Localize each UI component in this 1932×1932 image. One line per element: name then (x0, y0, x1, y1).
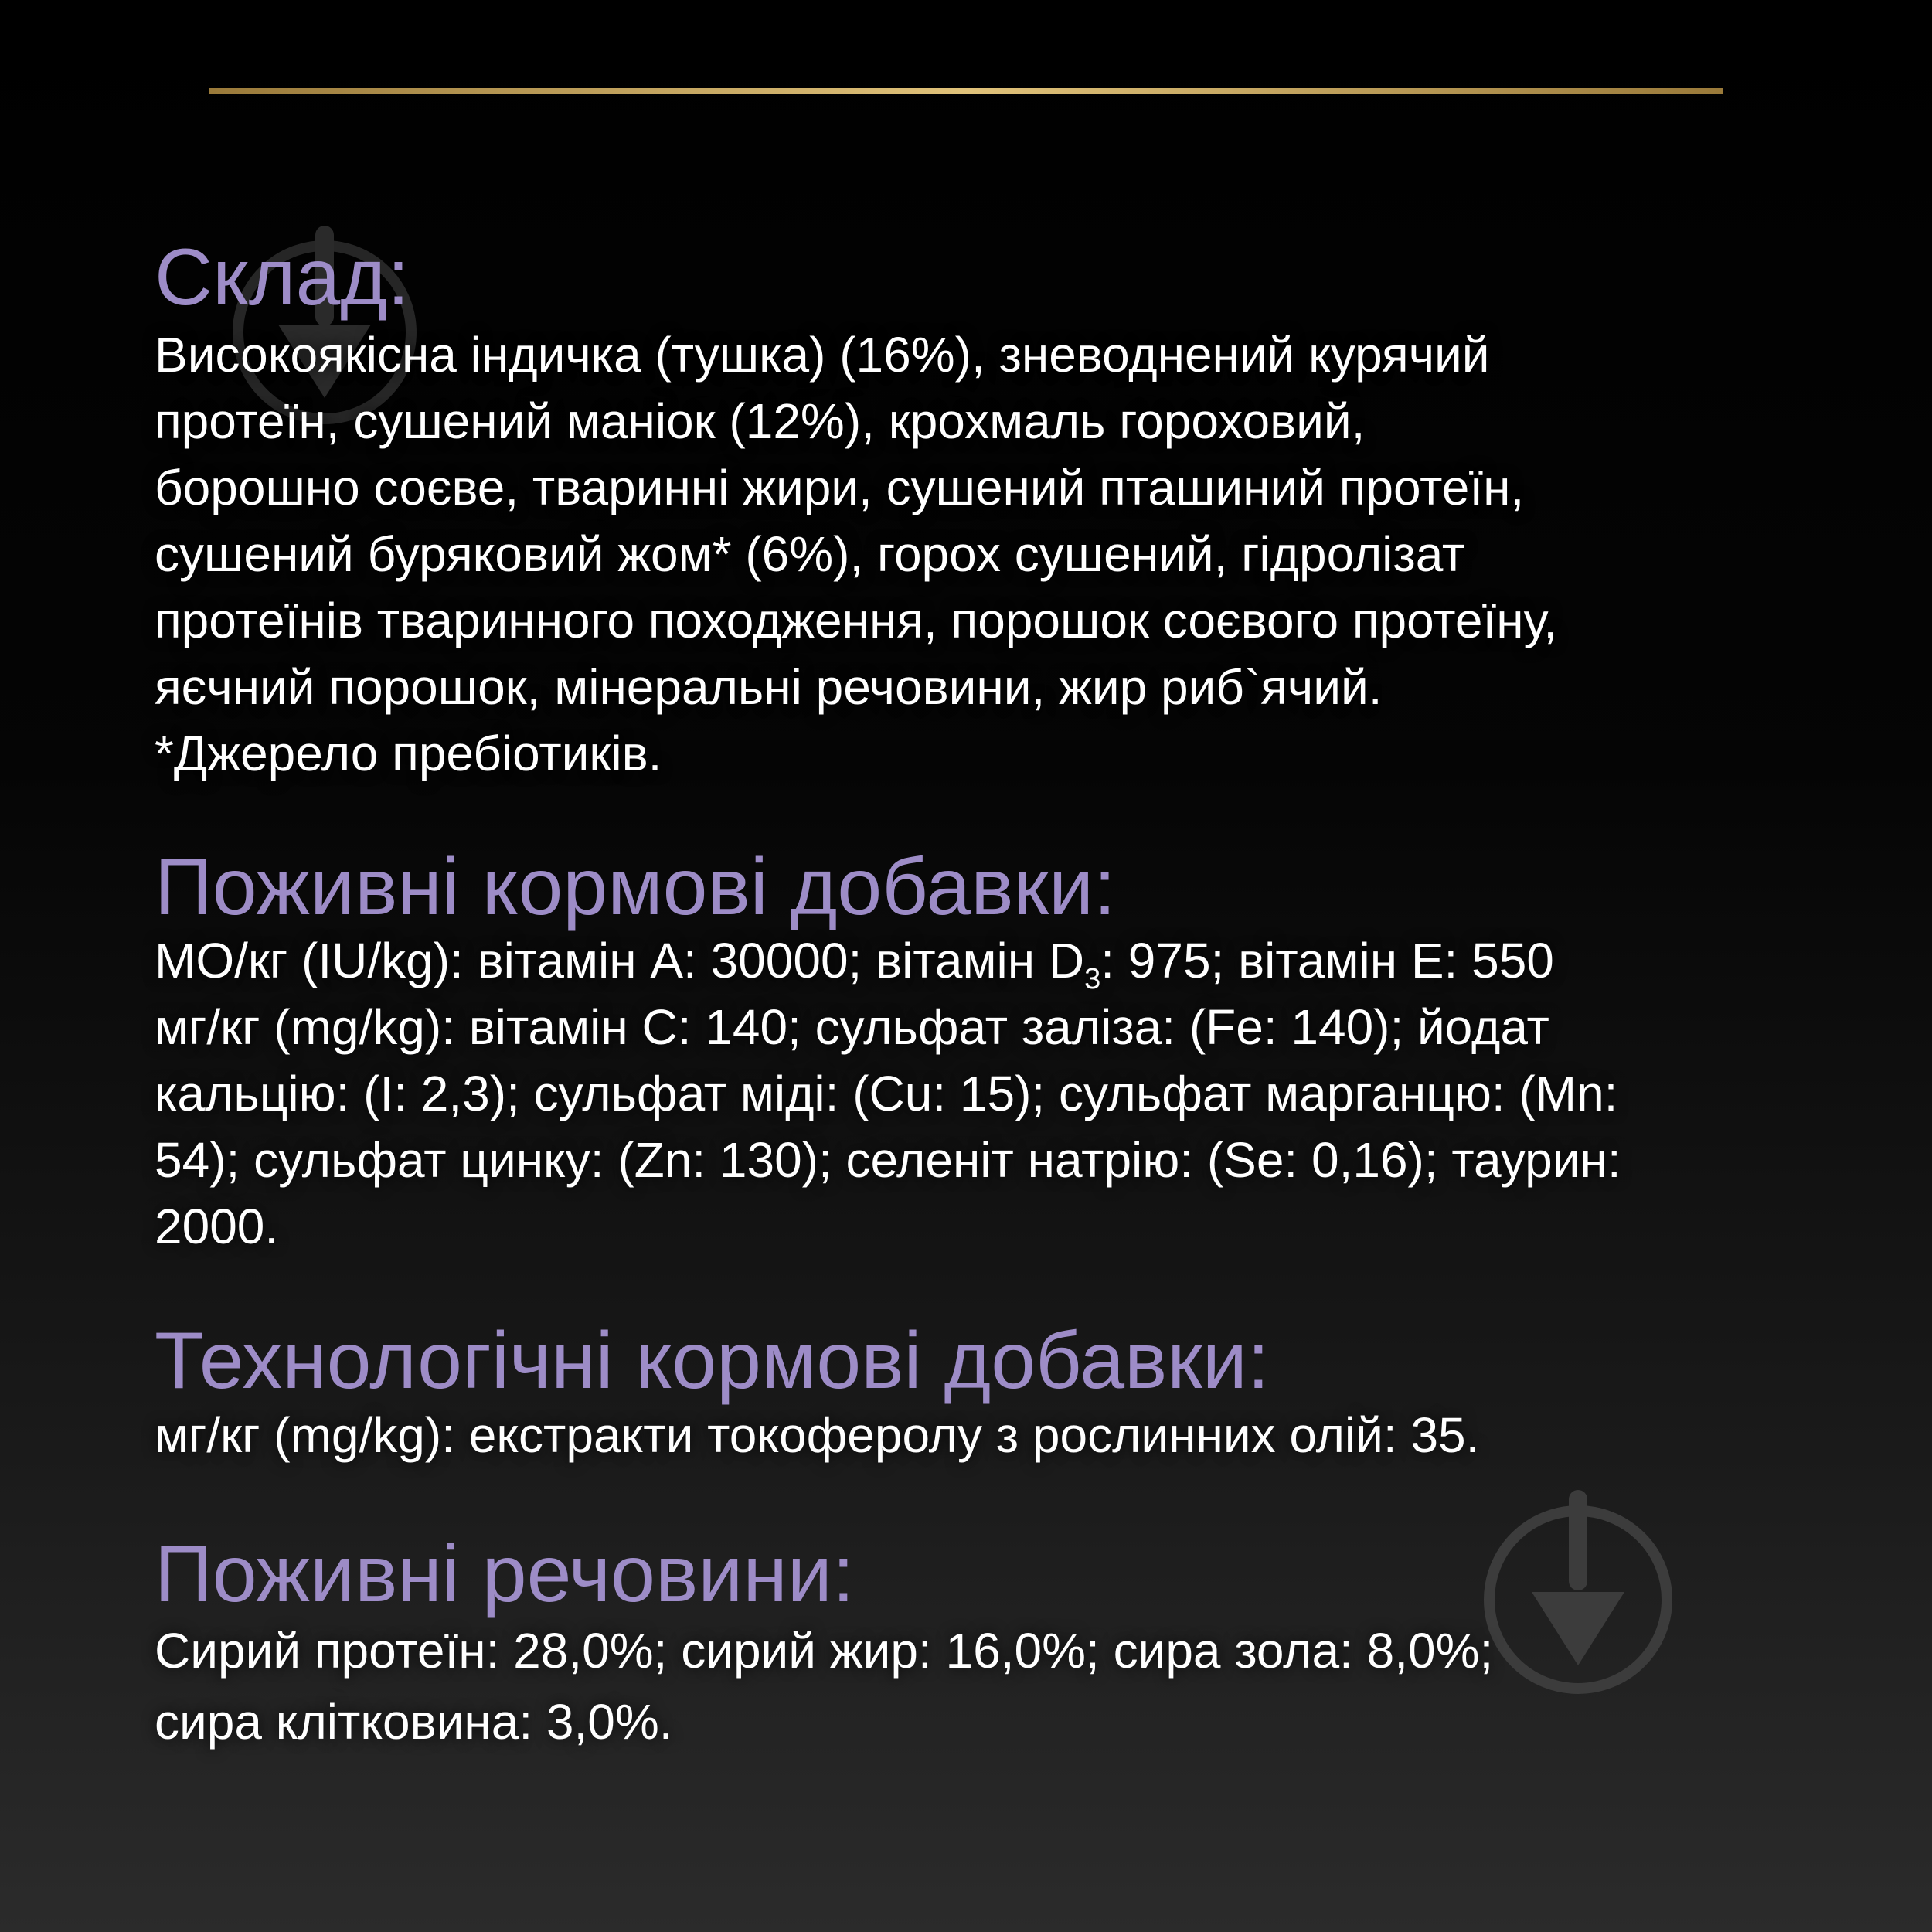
technological-additives-text (155, 1402, 1479, 1468)
text-line (155, 927, 1621, 994)
nutrients-heading: Поживні речовини: (155, 1529, 855, 1619)
composition-heading: Склад: (155, 233, 410, 322)
text-line: протеїнів тваринного походження, порошок соєвого протеїну, (155, 593, 1557, 648)
nutrients-text (155, 1615, 1493, 1757)
text-line: борошно соєве, тваринні жири, сушений пташиний протеїн, (155, 460, 1525, 515)
nutritional-additives-heading: Поживні кормові добавки: (155, 842, 1116, 932)
subscript: 3 (1084, 963, 1101, 995)
text-line: 54); сульфат цинку: (Zn: 130); селеніт натрію: (Se: 0,16); таурин: (155, 1132, 1621, 1188)
text-segment: : 975; вітамін Е: 550 (1100, 933, 1554, 988)
text-segment: МО/кг (IU/kg): вітамін А: 30000; вітамін D (155, 933, 1085, 988)
text-line: 2000. (155, 1199, 279, 1254)
watermark-pin-icon (1478, 1484, 1679, 1700)
gold-divider (209, 88, 1723, 94)
text-line: сушений буряковий жом* (6%), горох сушений, гідролізат (155, 526, 1465, 582)
technological-additives-heading: Технологічні кормові добавки: (155, 1316, 1270, 1406)
text-line: сира клітковина: 3,0%. (155, 1694, 673, 1750)
text-line: яєчний порошок, мінеральні речовини, жир риб`ячий. (155, 659, 1383, 715)
text-line: мг/кг (mg/kg): вітамін С: 140; сульфат заліза: (Fe: 140); йодат (155, 999, 1549, 1055)
text-line: Високоякісна індичка (тушка) (16%), зневоднений курячий (155, 327, 1490, 383)
text-line: *Джерело пребіотиків. (155, 726, 662, 781)
nutritional-additives-text (155, 927, 1621, 1260)
text-line: мг/кг (mg/kg): екстракти токоферолу з рослинних олій: 35. (155, 1407, 1480, 1463)
composition-text (155, 321, 1557, 787)
text-line: кальцію: (I: 2,3); сульфат міді: (Cu: 15); сульфат марганцю: (Mn: (155, 1066, 1618, 1121)
text-line: протеїн, сушений маніок (12%), крохмаль гороховий, (155, 393, 1366, 449)
text-line: Сирий протеїн: 28,0%; сирий жир: 16,0%; сира зола: 8,0%; (155, 1623, 1494, 1679)
